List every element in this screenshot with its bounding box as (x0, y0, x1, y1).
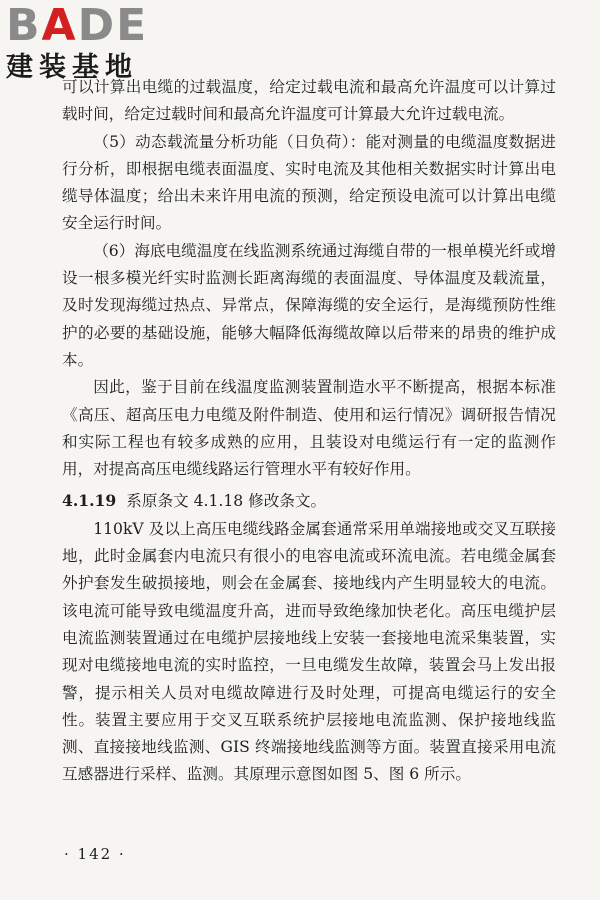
paragraph-item-6: （6）海底电缆温度在线监测系统通过海缆自带的一根单模光纤或增设一根多模光纤实时监测长距离海缆的表面温度、导体温度及载流量，及时发现海缆过热点、异常点，保障海缆的安全运行，是海缆预防性维护的必要的基础设施，能够大幅降低海缆故障以后带来的昂贵的维护成本。 (62, 241, 556, 369)
logo-accent-letter: A (41, 0, 78, 51)
bade-logo (6, 2, 182, 90)
paragraph-conclusion: 因此，鉴于目前在线温度监测装置制造水平不断提高，根据本标准《高压、超高压电力电缆及附件制造、使用和运行情况》调研报告情况和实际工程也有较多成熟的应用，且装设对电缆运行有一定的监测作用，对提高高压电缆线路运行管理水平有较好作用。 (62, 378, 556, 479)
logo-subtitle: 建装基地 (6, 52, 138, 83)
paragraph-sheath-current: 110kV 及以上高压电缆线路金属套通常采用单端接地或交叉互联接地，此时金属套内电流只有很小的电容电流或环流电流。若电缆金属套外护套发生破损接地，则会在金属套、接地线内产生明显较大的电流。该电流可能导致电缆温度升高，进而导致绝缘加快老化。高压电缆护层电流监测装置通过在电缆护层接地线上安装一套接地电流采集装置，实现对电缆接地电流的实时监控，一旦电缆发生故障，装置会马上发出报警，提示相关人员对电缆故障进行及时处理，可提高电缆运行的安全性。装置主要应用于交叉互联系统护层接地电流监测、保护接地线监测、直接接地线监测、GIS 终端接地线监测等方面。装置直接采用电流互感器进行采样、监测。其原理示意图如图 5、图 6 所示。 (62, 519, 556, 784)
clause-heading (62, 487, 556, 515)
clause-text: 系原条文 4.1.18 修改条文。 (126, 492, 327, 511)
paragraph-item-5: （5）动态载流量分析功能（日负荷）：能对测量的电缆温度数据进行分析，即根据电缆表面温度、实时电流及其他相关数据实时计算出电缆导体温度；给出未来许用电流的预测，给定预设电流可以计算出电缆安全运行时间。 (62, 132, 556, 233)
logo-wordmark: BADE (6, 0, 149, 51)
document-body (62, 74, 556, 789)
clause-number: 4.1.19 (62, 491, 117, 511)
page-number: · 142 · (64, 845, 126, 863)
paragraph-overload: 可以计算出电缆的过载温度，给定过载电流和最高允许温度可以计算过载时间，给定过载时间和最高允许温度可计算最大允许过载电流。 (62, 78, 556, 124)
